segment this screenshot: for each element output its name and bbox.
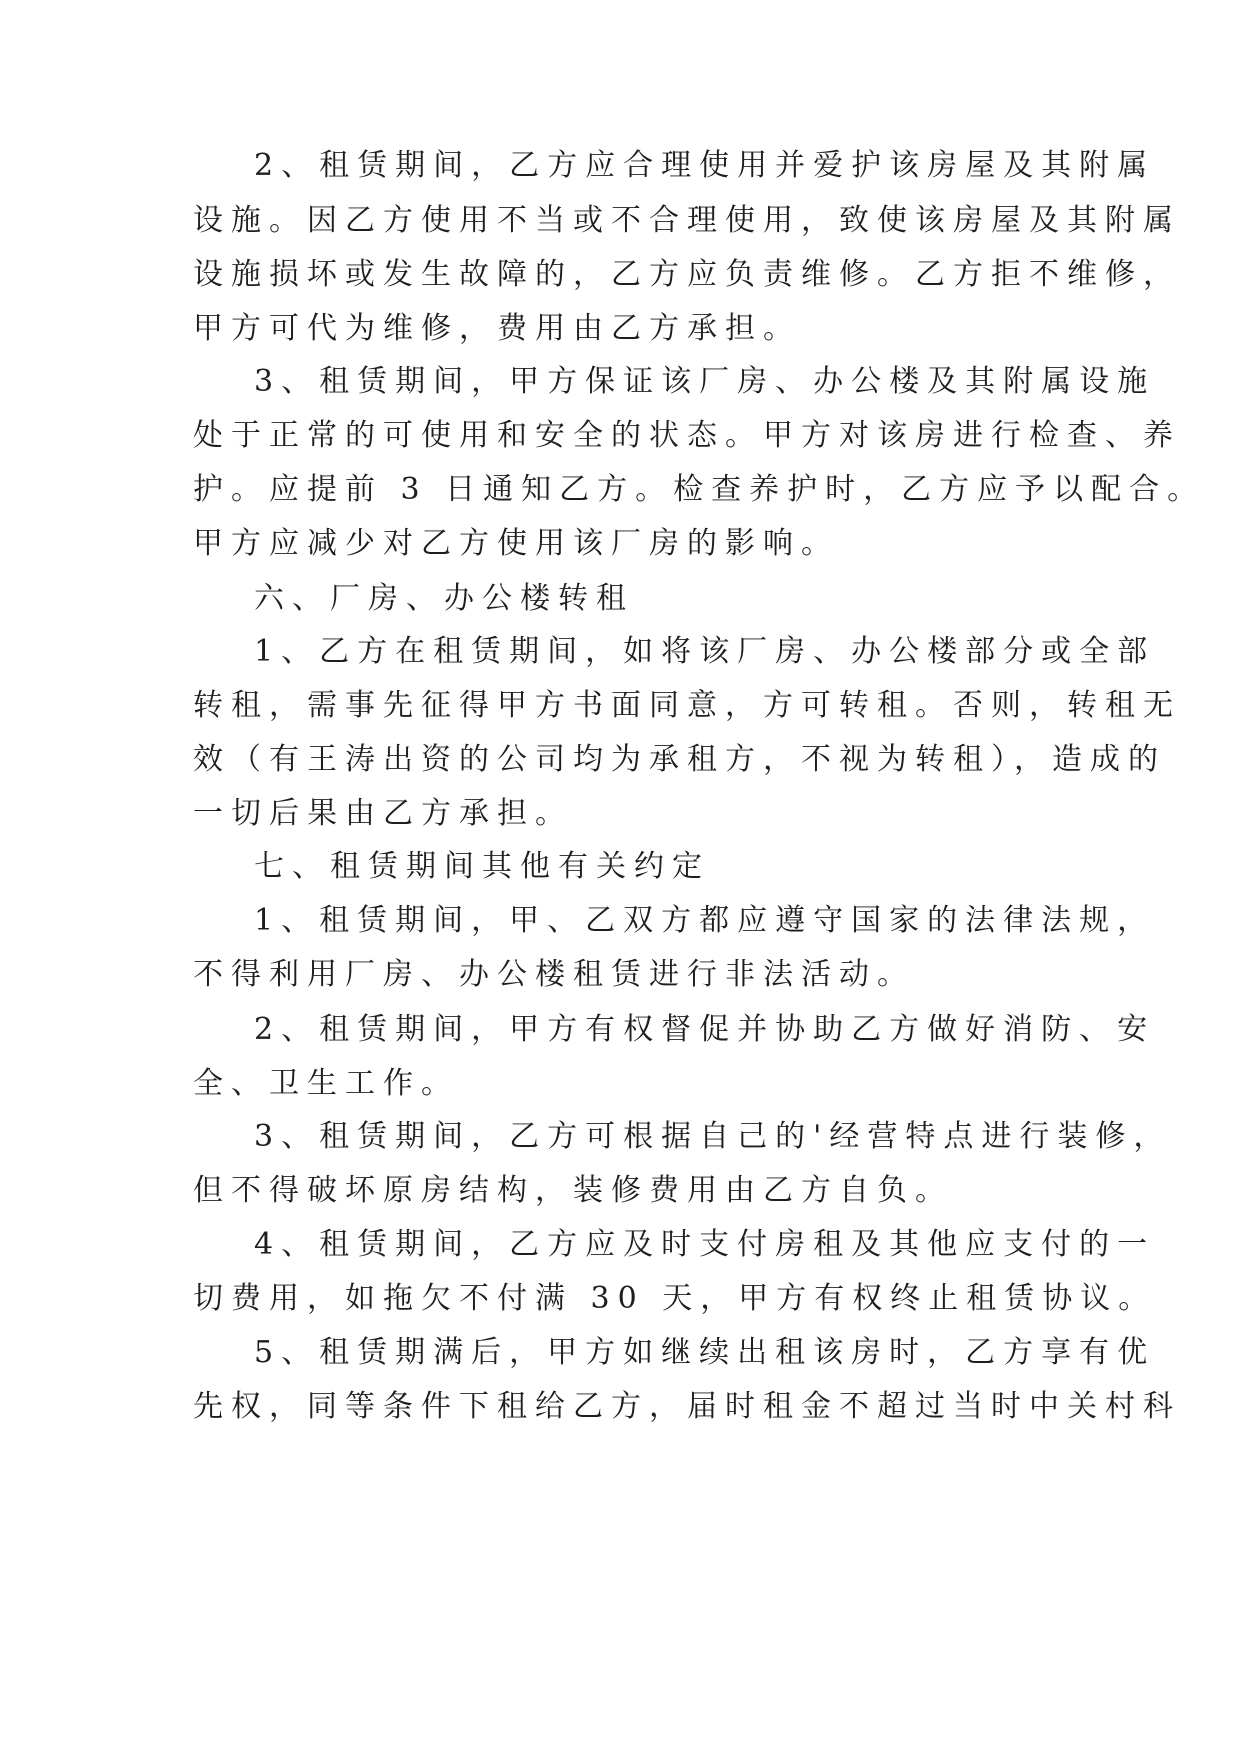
clause-5-3-line-1: 3、租赁期间，甲方保证该厂房、办公楼及其附属设施 — [254, 364, 1156, 399]
clause-7-5-line-2: 先权，同等条件下租给乙方，届时租金不超过当时中关村科 — [193, 1389, 1181, 1424]
clause-5-2-line-2: 设施。因乙方使用不当或不合理使用，致使该房屋及其附属 — [193, 203, 1181, 238]
section-7-heading: 七、租赁期间其他有关约定 — [254, 849, 710, 884]
clause-5-2-line-4: 甲方可代为维修，费用由乙方承担。 — [193, 311, 801, 346]
clause-7-3-line-2: 但不得破坏原房结构，装修费用由乙方自负。 — [193, 1173, 953, 1208]
clause-5-2-line-3: 设施损坏或发生故障的，乙方应负责维修。乙方拒不维修， — [193, 257, 1181, 292]
clause-6-1-line-1: 1、乙方在租赁期间，如将该厂房、办公楼部分或全部 — [254, 634, 1156, 669]
clause-7-4-line-1: 4、租赁期间，乙方应及时支付房租及其他应支付的一 — [254, 1227, 1156, 1262]
clause-5-3-line-3: 护。应提前 3 日通知乙方。检查养护时，乙方应予以配合。 — [193, 472, 1206, 507]
clause-5-3-line-2: 处于正常的可使用和安全的状态。甲方对该房进行检查、养 — [193, 418, 1181, 453]
clause-7-2-line-2: 全、卫生工作。 — [193, 1066, 459, 1101]
clause-5-2-line-1: 2、租赁期间，乙方应合理使用并爱护该房屋及其附属 — [254, 148, 1156, 183]
clause-7-1-line-2: 不得利用厂房、办公楼租赁进行非法活动。 — [193, 957, 915, 992]
clause-6-1-line-3: 效（有王涛出资的公司均为承租方，不视为转租），造成的 — [193, 742, 1166, 777]
clause-7-3-line-1: 3、租赁期间，乙方可根据自己的'经营特点进行装修， — [254, 1119, 1172, 1154]
section-6-heading: 六、厂房、办公楼转租 — [254, 581, 634, 616]
clause-6-1-line-2: 转租，需事先征得甲方书面同意，方可转租。否则，转租无 — [193, 688, 1181, 723]
clause-7-5-line-1: 5、租赁期满后，甲方如继续出租该房时，乙方享有优 — [254, 1335, 1156, 1370]
clause-7-1-line-1: 1、租赁期间，甲、乙双方都应遵守国家的法律法规， — [254, 903, 1156, 938]
clause-5-3-line-4: 甲方应减少对乙方使用该厂房的影响。 — [193, 526, 839, 561]
clause-6-1-line-4: 一切后果由乙方承担。 — [193, 796, 573, 831]
clause-7-4-line-2: 切费用，如拖欠不付满 30 天，甲方有权终止租赁协议。 — [193, 1281, 1157, 1316]
clause-7-2-line-1: 2、租赁期间，甲方有权督促并协助乙方做好消防、安 — [254, 1012, 1156, 1047]
